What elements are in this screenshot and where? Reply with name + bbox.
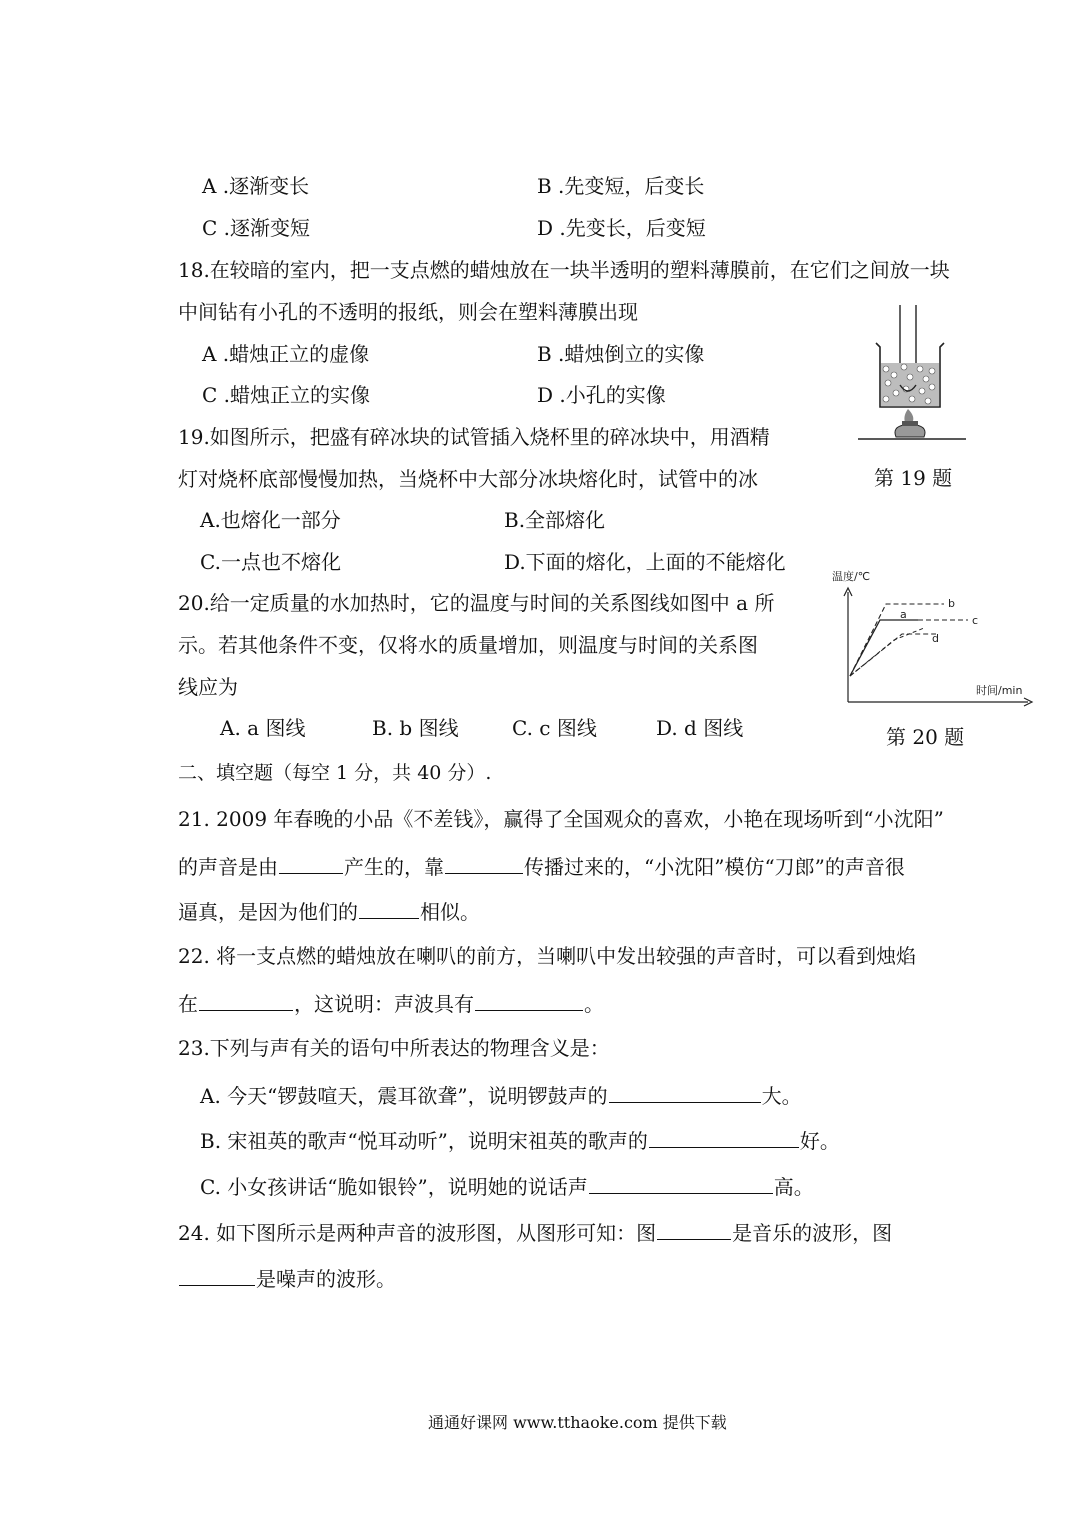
q24-text-1a: 24. 如下图所示是两种声音的波形图，从图形可知：图 (178, 1221, 657, 1245)
q19-option-a: A.也熔化一部分 (200, 508, 341, 532)
q20-graph-ylabel: 温度/℃ (832, 570, 871, 583)
q17-option-a: A .逐渐变长 (202, 174, 310, 198)
q20-label-b: b (948, 597, 955, 610)
q21-text-2b: 产生的，靠 (344, 855, 444, 879)
q18-option-c: C .蜡烛正立的实像 (202, 383, 371, 407)
q19-option-d: D.下面的熔化，上面的不能熔化 (504, 550, 786, 574)
q20-line-d (850, 634, 936, 676)
q18-stem-line1: 18.在较暗的室内，把一支点燃的蜡烛放在一块半透明的塑料薄膜前，在它们之间放一块 (178, 258, 950, 282)
q23-b-text: B. 宋祖英的歌声“悦耳动听”，说明宋祖英的歌声的 (200, 1129, 648, 1153)
q22-text-2b: ，这说明：声波具有 (294, 992, 474, 1016)
q18-option-b: B .蜡烛倒立的实像 (537, 342, 705, 366)
q23-part-b (200, 1125, 840, 1155)
q24-blank-1[interactable] (657, 1217, 731, 1240)
q21-text-2a: 的声音是由 (178, 855, 278, 879)
q20-label-a: a (900, 608, 907, 621)
q20-stem-line2: 示。若其他条件不变，仅将水的质量增加，则温度与时间的关系图 (178, 633, 758, 657)
q21-blank-3[interactable] (359, 896, 419, 919)
q20-temperature-graph (828, 562, 1040, 712)
q20-option-a: A. a 图线 (220, 716, 306, 740)
q20-option-c: C. c 图线 (512, 716, 597, 740)
q19-option-c: C.一点也不熔化 (200, 550, 341, 574)
q22-line2 (178, 988, 604, 1018)
q22-blank-2[interactable] (475, 988, 583, 1011)
q22-text-2a: 在 (178, 992, 198, 1016)
q24-text-2: 是噪声的波形。 (256, 1267, 396, 1291)
q17-option-d: D .先变长，后变短 (537, 216, 706, 240)
q17-option-c: C .逐渐变短 (202, 216, 311, 240)
q18-stem-line2: 中间钻有小孔的不透明的报纸，则会在塑料薄膜出现 (178, 300, 638, 324)
q22-text-2c: 。 (584, 992, 604, 1016)
q23-a-end: 大。 (761, 1084, 802, 1108)
q20-option-b: B. b 图线 (372, 716, 459, 740)
q20-option-d: D. d 图线 (656, 716, 744, 740)
q20-stem-line3: 线应为 (178, 675, 238, 699)
q20-stem-line1: 20.给一定质量的水加热时，它的温度与时间的关系图线如图中 a 所 (178, 591, 775, 615)
q21-text-3b: 相似。 (420, 900, 480, 924)
q19-option-b: B.全部熔化 (504, 508, 606, 532)
q17-option-b: B .先变短，后变长 (537, 174, 705, 198)
q18-option-d: D .小孔的实像 (537, 383, 666, 407)
q20-graph-xlabel: 时间/min (976, 684, 1023, 697)
q22-line1: 22. 将一支点燃的蜡烛放在喇叭的前方，当喇叭中发出较强的声音时，可以看到烛焰 (178, 944, 917, 968)
q21-blank-1[interactable] (279, 851, 343, 874)
page-footer: 通通好课网 www.tthaoke.com 提供下载 (428, 1413, 727, 1432)
q23-part-c (200, 1171, 814, 1201)
q21-line1: 21. 2009 年春晚的小品《不差钱》，赢得了全国观众的喜欢，小艳在现场听到“小沈阳” (178, 807, 944, 831)
q22-blank-1[interactable] (199, 988, 293, 1011)
q24-line1 (178, 1217, 892, 1247)
q19-caption: 第 19 题 (874, 466, 953, 490)
q23-b-end: 好。 (799, 1129, 840, 1153)
q19-stem-line2: 灯对烧杯底部慢慢加热，当烧杯中大部分冰块熔化时，试管中的冰 (178, 467, 758, 491)
q24-line2 (178, 1263, 396, 1293)
q19-stem-line1: 19.如图所示，把盛有碎冰块的试管插入烧杯里的碎冰块中，用酒精 (178, 425, 770, 449)
q20-label-c: c (972, 614, 979, 627)
q21-text-3a: 逼真，是因为他们的 (178, 900, 358, 924)
q24-blank-2[interactable] (179, 1263, 255, 1286)
q21-line3 (178, 896, 480, 926)
q23-stem: 23.下列与声有关的语句中所表达的物理含义是： (178, 1036, 610, 1060)
q24-text-1b: 是音乐的波形，图 (732, 1221, 893, 1245)
section2-title: 二、填空题（每空 1 分，共 40 分）. (178, 762, 492, 784)
q20-caption: 第 20 题 (886, 725, 965, 749)
q23-part-a (200, 1080, 802, 1110)
q20-label-d: d (932, 632, 939, 645)
q21-blank-2[interactable] (445, 851, 523, 874)
q23-c-text: C. 小女孩讲话“脆如银铃”，说明她的说话声 (200, 1175, 588, 1199)
q23-c-end: 高。 (773, 1175, 814, 1199)
q18-option-a: A .蜡烛正立的虚像 (202, 342, 370, 366)
q23-blank-b[interactable] (649, 1125, 799, 1148)
q19-beaker-figure (852, 305, 972, 455)
q21-line2 (178, 851, 905, 881)
q21-text-2c: 传播过来的，“小沈阳”模仿“刀郎”的声音很 (524, 855, 905, 879)
q23-blank-a[interactable] (609, 1080, 761, 1103)
q23-blank-c[interactable] (589, 1171, 773, 1194)
q23-a-text: A. 今天“锣鼓喧天，震耳欲聋”，说明锣鼓声的 (200, 1084, 608, 1108)
